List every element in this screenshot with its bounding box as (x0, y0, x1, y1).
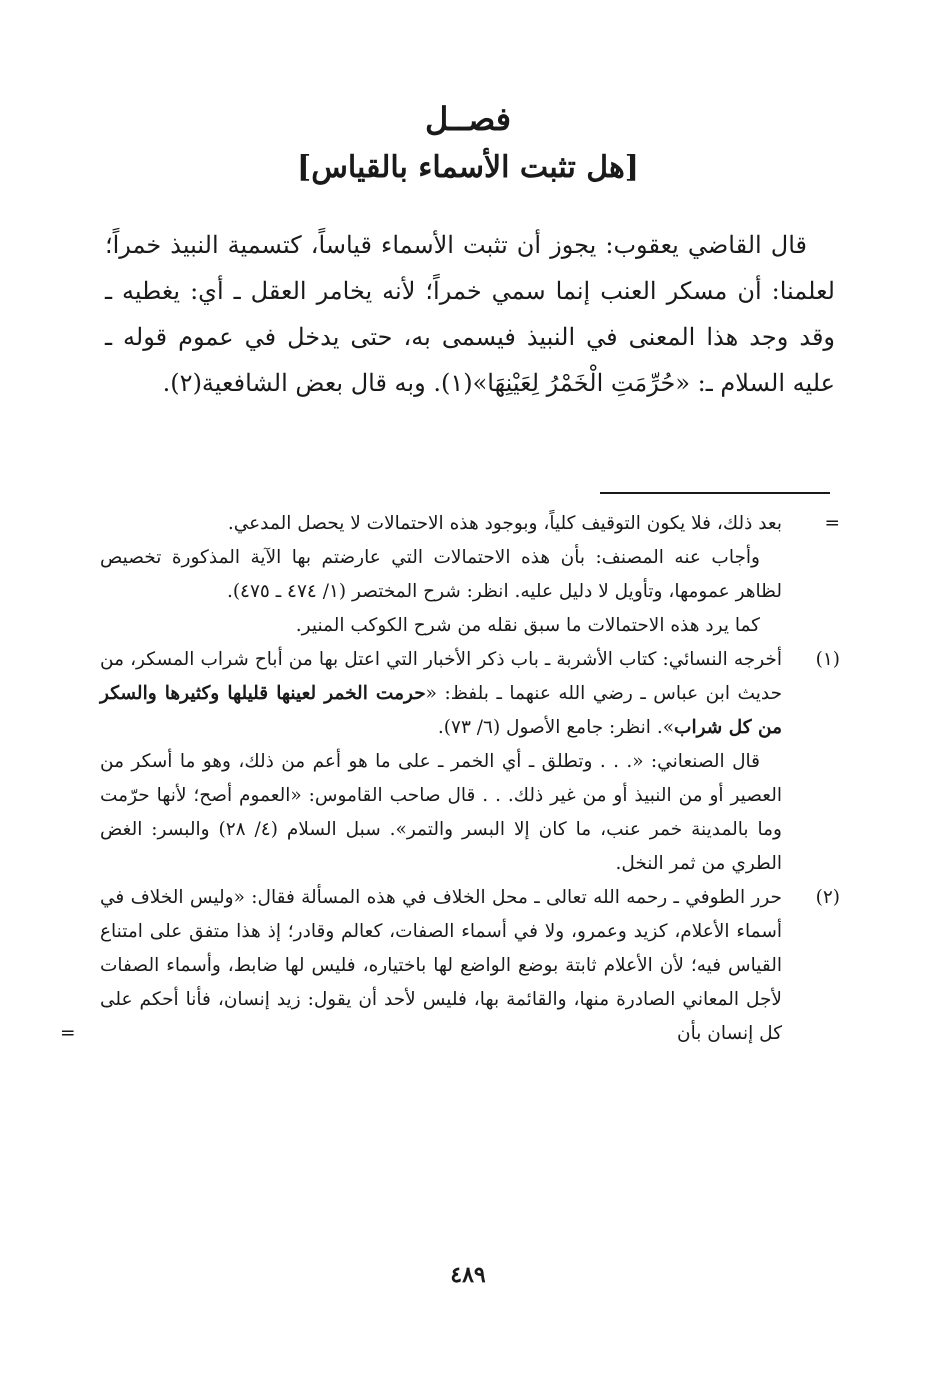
footnote-1-pre: أخرجه النسائي: كتاب الأشربة ـ باب ذكر الأخبار التي اعتل بها من أباح شراب المسكر، من حديث ابن عباس ـ رضي الله عنهما ـ بلفظ: « (100, 649, 783, 704)
footnote-1-number: (١) (815, 649, 840, 670)
footnotes (60, 507, 840, 1051)
continuation-text: بعد ذلك، فلا يكون التوقيف كلياً، وبوجود هذه الاحتمالات لا يحصل المدعي. (227, 513, 782, 534)
footnote-1-sanani: قال الصنعاني: «. . . وتطلق ـ أي الخمر ـ على ما هو أعم من ذلك، وهو ما أسكر من العصير أو من النبيذ أو من غير ذلك. . . قال صاحب القاموس: «العموم أصح؛ لأنها حرّمت وما بالمدينة خمر عنب، ما كان إلا البسر والتمر». سبل السلام (٤/ ٢٨) والبسر: الغض الطري من ثمر النخل. (100, 751, 782, 874)
footnote-also: كما يرد هذه الاحتمالات ما سبق نقله من شرح الكوكب المنير. (295, 615, 760, 636)
page-number: ٤٨٩ (450, 1262, 486, 1288)
footnote-2-number: (٢) (815, 887, 840, 908)
continued-mark: = (60, 1023, 76, 1044)
chapter-heading: فصــل (424, 100, 512, 138)
main-text (105, 222, 835, 406)
footnote-2-text: حرر الطوفي ـ رحمه الله تعالى ـ محل الخلاف في هذه المسألة فقال: «وليس الخلاف في أسماء الأعلام، كزيد وعمرو، ولا في أسماء الصفات، كعالم وقادر؛ إذ هذا متفق على امتناع القياس فيه؛ لأن الأعلام ثابتة بوضع الواضع لها باختياره، فليس لها ضابط، وأسماء الصفات لأجل المعاني الصادرة منها، والقائمة بها، فليس لأحد أن يقول: زيد إنسان، فأنا أحكم على كل إنسان بأن (100, 887, 782, 1044)
footnote-1 (100, 643, 840, 745)
footnote-1-hadith: حرمت الخمر لعينها قليلها وكثيرها والسكر من كل شراب (100, 683, 782, 738)
footnote-separator (600, 492, 830, 494)
footnote-2 (60, 881, 840, 1051)
section-subtitle: [هل تثبت الأسماء بالقياس] (297, 150, 639, 185)
continuation-mark: = (824, 513, 840, 534)
footnote-reply: وأجاب عنه المصنف: بأن هذه الاحتمالات التي عارضتم بها الآية المذكورة تخصيص لظاهر عمومها، وتأويل لا دليل عليه. انظر: شرح المختصر (١/ ٤٧٤ ـ ٤٧٥). (100, 547, 782, 602)
footnote-1-post: ». انظر: جامع الأصول (٦/ ٧٣). (437, 717, 675, 738)
footnote-continuation (100, 507, 840, 541)
main-paragraph: قال القاضي يعقوب: يجوز أن تثبت الأسماء قياساً، كتسمية النبيذ خمراً؛ لعلمنا: أن مسكر العنب إنما سمي خمراً؛ لأنه يخامر العقل ـ أي: يغطيه ـ وقد وجد هذا المعنى في النبيذ فيسمى به، حتى يدخل في عموم قوله ـ عليه السلام ـ: «حُرِّمَتِ الْخَمْرُ لِعَيْنِهَا»(١). وبه قال بعض الشافعية(٢). (105, 231, 835, 397)
